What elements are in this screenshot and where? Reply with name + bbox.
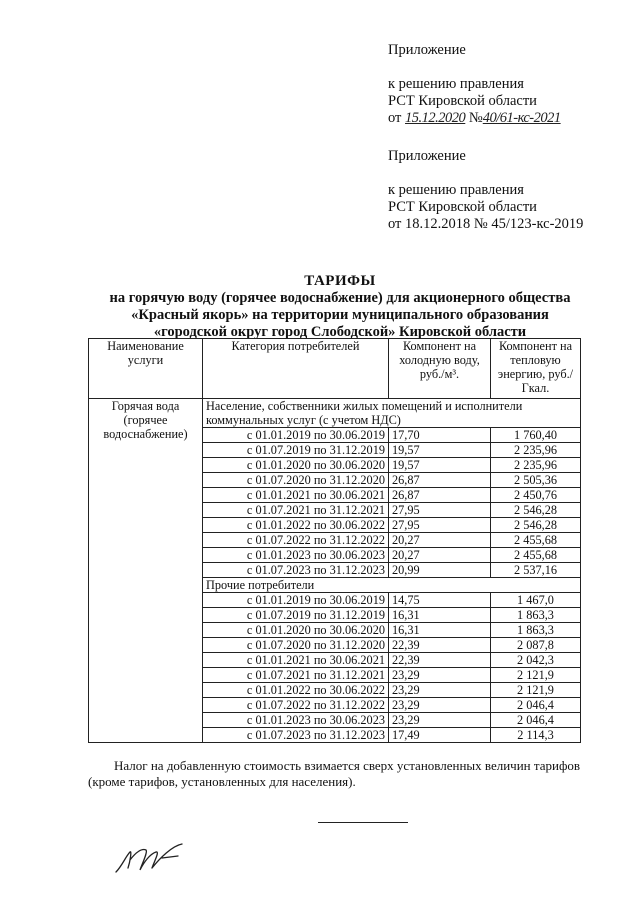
period-cell: с 01.07.2019 по 31.12.2019	[203, 443, 389, 458]
period-cell: с 01.01.2020 по 30.06.2020	[203, 458, 389, 473]
period-cell: с 01.07.2021 по 31.12.2021	[203, 503, 389, 518]
heat-cell: 1 863,3	[491, 623, 581, 638]
heat-cell: 2 546,28	[491, 518, 581, 533]
heat-cell: 2 235,96	[491, 443, 581, 458]
heat-cell: 2 114,3	[491, 728, 581, 743]
heat-cell: 1 467,0	[491, 593, 581, 608]
cold-cell: 23,29	[389, 713, 491, 728]
heat-cell: 2 455,68	[491, 548, 581, 563]
heat-cell: 1 863,3	[491, 608, 581, 623]
from-prefix: от	[388, 110, 402, 126]
heat-cell: 2 121,9	[491, 668, 581, 683]
period-cell: с 01.01.2022 по 30.06.2022	[203, 518, 389, 533]
period-cell: с 01.07.2022 по 31.12.2022	[203, 698, 389, 713]
header-cold: Компонент на холодную воду, руб./м³.	[389, 339, 491, 399]
period-cell: с 01.07.2021 по 31.12.2021	[203, 668, 389, 683]
header-heat: Компонент на тепловую энергию, руб./Гкал.	[491, 339, 581, 399]
appendix-current-title: Приложение	[388, 42, 466, 58]
appendix-previous-line2: к решению правления	[388, 182, 524, 198]
period-cell: с 01.07.2023 по 31.12.2023	[203, 563, 389, 578]
cold-cell: 23,29	[389, 698, 491, 713]
title-line2: «Красный якорь» на территории муниципального образования	[131, 307, 549, 323]
header-category: Категория потребителей	[203, 339, 389, 399]
cold-cell: 22,39	[389, 638, 491, 653]
cold-cell: 14,75	[389, 593, 491, 608]
title-line1: на горячую воду (горячее водоснабжение) для акционерного общества	[109, 290, 571, 306]
cold-cell: 20,99	[389, 563, 491, 578]
number-sign: №	[468, 110, 483, 126]
appendix-previous-line4: от 18.12.2018 № 45/123-кс-2019	[388, 216, 584, 232]
group-label-cell: Население, собственники жилых помещений и исполнители коммунальных услуг (с учетом НДС)	[203, 399, 581, 428]
period-cell: с 01.01.2021 по 30.06.2021	[203, 488, 389, 503]
header-service: Наименование услуги	[89, 339, 203, 399]
appendix-current	[388, 42, 561, 127]
vat-note: Налог на добавленную стоимость взимается сверх установленных величин тарифов (кроме тарифов, установленных для населения).	[88, 758, 581, 789]
cold-cell: 20,27	[389, 548, 491, 563]
appendix-current-line3: РСТ Кировской области	[388, 93, 537, 109]
document-title	[60, 273, 620, 341]
title-main: ТАРИФЫ	[304, 273, 376, 289]
heat-cell: 2 042,3	[491, 653, 581, 668]
cold-cell: 26,87	[389, 473, 491, 488]
appendix-current-line2: к решению правления	[388, 76, 524, 92]
cold-cell: 23,29	[389, 668, 491, 683]
handwritten-number: 40/61-кс-2021	[482, 110, 561, 126]
period-cell: с 01.01.2021 по 30.06.2021	[203, 653, 389, 668]
period-cell: с 01.07.2019 по 31.12.2019	[203, 608, 389, 623]
heat-cell: 2 087,8	[491, 638, 581, 653]
signature-icon	[112, 838, 192, 883]
heat-cell: 2 046,4	[491, 713, 581, 728]
cold-cell: 27,95	[389, 518, 491, 533]
heat-cell: 2 546,28	[491, 503, 581, 518]
heat-cell: 1 760,40	[491, 428, 581, 443]
cold-cell: 22,39	[389, 653, 491, 668]
heat-cell: 2 121,9	[491, 683, 581, 698]
cold-cell: 27,95	[389, 503, 491, 518]
period-cell: с 01.01.2019 по 30.06.2019	[203, 593, 389, 608]
period-cell: с 01.01.2023 по 30.06.2023	[203, 548, 389, 563]
title-line3: «городской округ город Слободской» Кировской области	[153, 324, 527, 340]
separator-line	[318, 822, 408, 823]
tariffs-table	[88, 338, 581, 743]
heat-cell: 2 046,4	[491, 698, 581, 713]
appendix-previous	[388, 148, 583, 233]
handwritten-date: 15.12.2020	[405, 110, 466, 126]
period-cell: с 01.01.2020 по 30.06.2020	[203, 623, 389, 638]
heat-cell: 2 235,96	[491, 458, 581, 473]
cold-cell: 20,27	[389, 533, 491, 548]
heat-cell: 2 505,36	[491, 473, 581, 488]
group-label-cell: Прочие потребители	[203, 578, 581, 593]
cold-cell: 23,29	[389, 683, 491, 698]
cold-cell: 26,87	[389, 488, 491, 503]
appendix-current-date-line	[388, 110, 561, 127]
group-label-row	[89, 399, 581, 428]
table-header-row	[89, 339, 581, 399]
heat-cell: 2 455,68	[491, 533, 581, 548]
heat-cell: 2 537,16	[491, 563, 581, 578]
heat-cell: 2 450,76	[491, 488, 581, 503]
period-cell: с 01.07.2023 по 31.12.2023	[203, 728, 389, 743]
period-cell: с 01.01.2022 по 30.06.2022	[203, 683, 389, 698]
service-name-cell: Горячая вода (горячее водоснабжение)	[89, 399, 203, 743]
cold-cell: 16,31	[389, 608, 491, 623]
appendix-previous-line3: РСТ Кировской области	[388, 199, 537, 215]
period-cell: с 01.01.2023 по 30.06.2023	[203, 713, 389, 728]
cold-cell: 17,70	[389, 428, 491, 443]
cold-cell: 16,31	[389, 623, 491, 638]
period-cell: с 01.07.2020 по 31.12.2020	[203, 638, 389, 653]
period-cell: с 01.07.2022 по 31.12.2022	[203, 533, 389, 548]
period-cell: с 01.01.2019 по 30.06.2019	[203, 428, 389, 443]
appendix-previous-title: Приложение	[388, 148, 466, 164]
cold-cell: 17,49	[389, 728, 491, 743]
period-cell: с 01.07.2020 по 31.12.2020	[203, 473, 389, 488]
cold-cell: 19,57	[389, 443, 491, 458]
cold-cell: 19,57	[389, 458, 491, 473]
